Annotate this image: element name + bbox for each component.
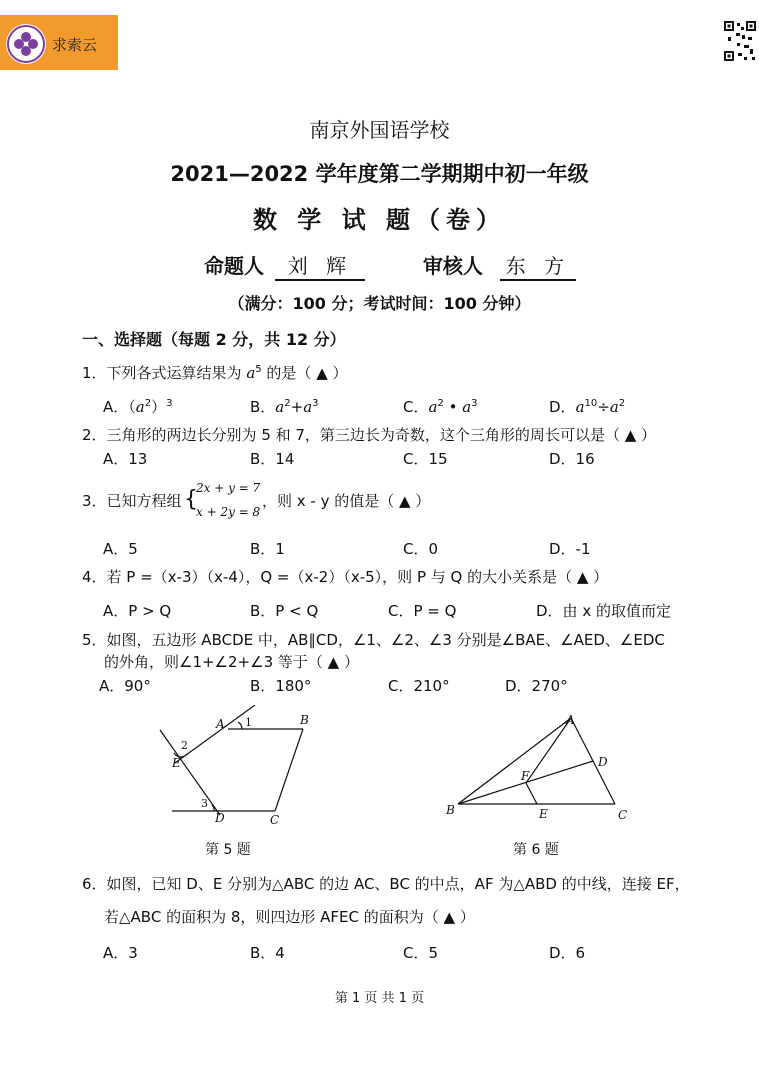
figure-6 xyxy=(440,710,640,830)
q5-option-d: D．270° xyxy=(505,677,568,695)
page-footer: 第 1 页 共 1 页 xyxy=(334,991,425,1006)
school-name: 南京外国语学校 xyxy=(309,118,450,142)
q3-stem-suffix: ，则 x - y 的值是（ ▲ ） xyxy=(262,492,431,510)
q4-option-a: A．P > Q xyxy=(103,602,172,620)
q6-option-c: C．5 xyxy=(403,944,439,962)
fig5-caption: 第 5 题 xyxy=(205,842,251,858)
fig6-label-b: B xyxy=(446,803,455,817)
fig6-label-c: C xyxy=(618,808,628,822)
fig6-caption: 第 6 题 xyxy=(513,842,559,858)
q4-option-d: D．由 x 的取值而定 xyxy=(536,602,671,620)
fig5-label-2: 2 xyxy=(181,739,188,752)
q3-stem-prefix: 3．已知方程组 xyxy=(82,492,182,510)
q3-equation-2: x + 2y = 8 xyxy=(196,505,261,519)
q3-option-d: D．-1 xyxy=(549,540,591,558)
setter-label: 命题人 xyxy=(204,254,264,278)
q3-equation-1: 2x + y = 7 xyxy=(196,481,261,495)
q3-option-a: A．5 xyxy=(103,540,138,558)
fig6-label-e: E xyxy=(539,807,548,821)
q2-option-d: D．16 xyxy=(549,450,595,468)
q2-option-c: C．15 xyxy=(403,450,448,468)
q4-option-c: C．P = Q xyxy=(388,602,457,620)
q6-option-d: D．6 xyxy=(549,944,586,962)
question-4: 4．若 P =（x-3）（x-4），Q =（x-2）（x-5），则 P 与 Q 的大小关系是（ ▲ ） xyxy=(82,568,609,586)
q2-option-b: B．14 xyxy=(250,450,295,468)
q6-option-b: B．4 xyxy=(250,944,285,962)
setter-name: 刘 辉 xyxy=(275,250,365,281)
q5-option-b: B．180° xyxy=(250,677,312,695)
q5-stem-line1: 5．如图，五边形 ABCDE 中，AB∥CD，∠1、∠2、∠3 分别是∠BAE、∠AED、∠EDC xyxy=(82,631,665,649)
fig6-line-a-b xyxy=(458,718,571,804)
section-title: 一、选择题（每题 2 分，共 12 分） xyxy=(82,330,346,349)
q3-option-b: B．1 xyxy=(250,540,285,558)
reviewer-label: 审核人 xyxy=(422,254,483,278)
fig6-line-f-e xyxy=(526,783,537,804)
people-line xyxy=(204,250,576,281)
fig6-label-a: A xyxy=(566,713,575,727)
q1-stem-suffix: 的是（ ▲ ） xyxy=(261,364,348,382)
fig5-label-d: D xyxy=(215,811,225,825)
fig5-angle-1-arc xyxy=(238,722,242,729)
subject-title: 数 学 试 题（卷） xyxy=(252,206,507,234)
fig5-label-1: 1 xyxy=(245,716,252,729)
q3-option-c: C．0 xyxy=(403,540,439,558)
q6-stem-line2: 若△ABC 的面积为 8，则四边形 AFEC 的面积为（ ▲ ） xyxy=(104,908,475,926)
q1-stem-prefix: 1．下列各式运算结果为 xyxy=(82,364,247,382)
fig5-label-e: E xyxy=(172,756,181,770)
q2-option-a: A．13 xyxy=(103,450,148,468)
q4-option-b: B．P < Q xyxy=(250,602,319,620)
q1-option-b: B．$a^2+a^3$ xyxy=(250,398,319,416)
score-info: （满分：100 分；考试时间：100 分钟） xyxy=(228,294,531,313)
q6-option-a: A．3 xyxy=(103,944,138,962)
q1-option-c: C．$a^2$ • $a^3$ xyxy=(403,398,478,416)
fig5-label-3: 3 xyxy=(201,797,208,810)
q6-stem-line1: 6．如图，已知 D、E 分别为△ABC 的边 AC、BC 的中点，AF 为△ABD 的中线，连接 EF， xyxy=(82,875,690,893)
q5-option-a: A．90° xyxy=(99,677,151,695)
question-1: 1．下列各式运算结果为 $a^5$ 的是（ ▲ ） xyxy=(82,364,348,382)
logo-text: 求索云 xyxy=(52,36,98,54)
q1-option-d: D．$a^{10}\div a^2$ xyxy=(549,398,626,416)
fig5-line-e-d xyxy=(160,730,220,815)
figure-5 xyxy=(150,705,330,835)
fig6-line-a-f xyxy=(526,718,571,783)
logo-icon xyxy=(6,24,46,64)
reviewer-name: 东 方 xyxy=(500,250,576,281)
q1-option-a: A．$(a^2)^3$ xyxy=(103,398,173,416)
fig5-label-a: A xyxy=(216,717,225,731)
exam-year-title: 2021—2022 学年度第二学期期中初一年级 xyxy=(170,162,589,186)
q3-brace: { xyxy=(184,487,198,512)
q5-stem-line2: 的外角，则∠1+∠2+∠3 等于（ ▲ ） xyxy=(104,653,359,671)
fig5-label-c: C xyxy=(270,813,280,827)
fig6-label-f: F xyxy=(521,769,530,783)
fig6-label-d: D xyxy=(598,755,608,769)
fig5-line-b-c xyxy=(275,729,303,811)
qr-code-icon xyxy=(722,19,758,63)
question-2: 2．三角形的两边长分别为 5 和 7，第三边长为奇数，这个三角形的周长可以是（ ▲ ） xyxy=(82,426,657,444)
fig5-label-b: B xyxy=(300,713,309,727)
q5-option-c: C．210° xyxy=(388,677,450,695)
